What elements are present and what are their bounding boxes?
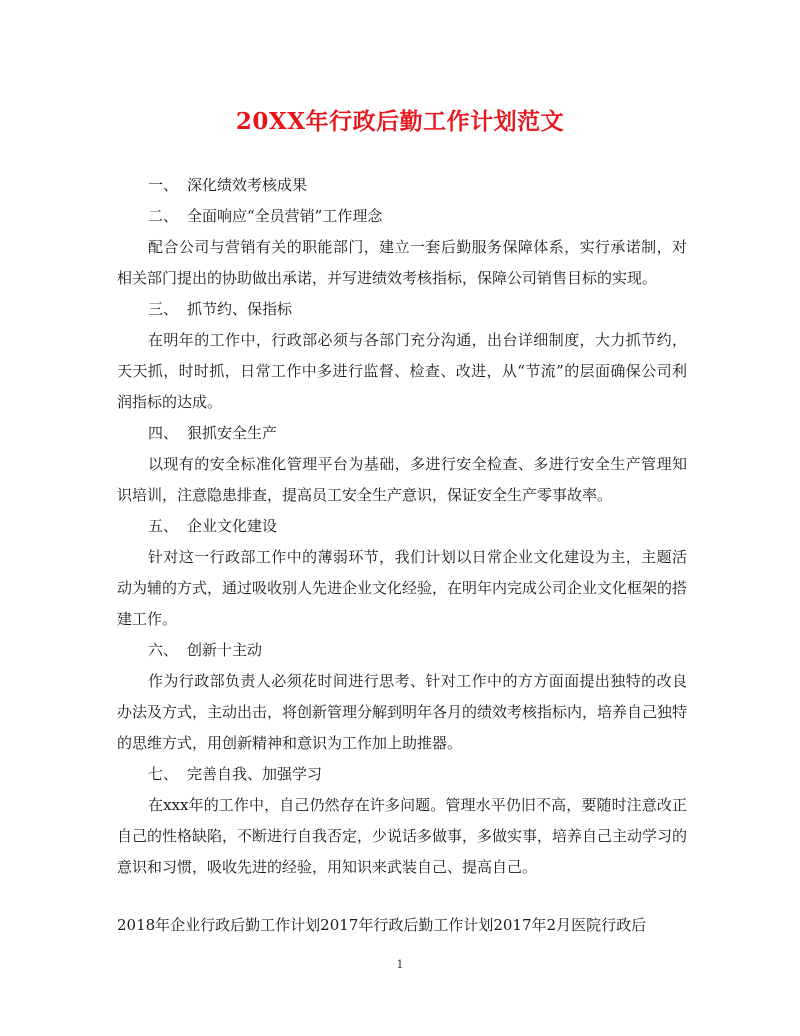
related-articles-line: 2018年企业行政后勤工作计划2017年行政后勤工作计划2017年2月医院行政后	[117, 916, 647, 934]
section-number: 六、	[148, 641, 179, 659]
section-number: 四、	[148, 424, 179, 442]
section-paragraph-7: 在xxx年的工作中，自己仍然存在许多问题。管理水平仍旧不高，要随时注意改正自己的性格缺陷，不断进行自我否定，少说话多做事，多做实事，培养自己主动学习的意识和习惯，吸收先进的经验，用知识来武装自己、提高自己。	[117, 796, 688, 876]
section-heading-4	[117, 418, 687, 449]
section-number: 三、	[148, 300, 179, 318]
section-heading-5	[117, 511, 687, 542]
section-paragraph-5: 针对这一行政部工作中的薄弱环节，我们计划以日常企业文化建设为主，主题活动为辅的方式，通过吸收别人先进企业文化经验，在明年内完成公司企业文化框架的搭建工作。	[117, 548, 688, 628]
section-paragraph-4: 以现有的安全标准化管理平台为基础，多进行安全检查、多进行安全生产管理知识培训，注意隐患排查，提高员工安全生产意识，保证安全生产零事故率。	[117, 455, 687, 504]
section-title: 狠抓安全生产	[187, 424, 278, 442]
section-heading-1	[117, 170, 687, 201]
section-title: 全面响应“全员营销”工作理念	[187, 207, 383, 225]
section-heading-3	[117, 294, 687, 325]
section-title: 完善自我、加强学习	[187, 765, 323, 783]
document-body	[117, 170, 687, 883]
section-heading-6	[117, 635, 687, 666]
section-number: 二、	[148, 207, 179, 225]
section-title: 企业文化建设	[187, 517, 278, 535]
section-number: 七、	[148, 765, 179, 783]
section-paragraph-2: 配合公司与营销有关的职能部门，建立一套后勤服务保障体系，实行承诺制，对相关部门提出的协助做出承诺，并写进绩效考核指标，保障公司销售目标的实现。	[117, 238, 687, 287]
section-number: 一、	[148, 176, 179, 194]
section-title: 抓节约、保指标	[187, 300, 293, 318]
section-paragraph-3: 在明年的工作中，行政部必须与各部门充分沟通，出台详细制度，大力抓节约，天天抓，时时抓，日常工作中多进行监督、检查、改进，从“节流”的层面确保公司利润指标的达成。	[117, 331, 687, 411]
section-title: 创新十主动	[187, 641, 263, 659]
section-heading-7	[117, 759, 687, 790]
section-number: 五、	[148, 517, 179, 535]
section-paragraph-6: 作为行政部负责人必须花时间进行思考、针对工作中的方方面面提出独特的改良办法及方式，主动出击，将创新管理分解到明年各月的绩效考核指标内，培养自己独特的思维方式，用创新精神和意识为工作加上助推器。	[117, 672, 688, 752]
section-title: 深化绩效考核成果	[187, 176, 308, 194]
section-heading-2	[117, 201, 687, 232]
document-title: 20XX年行政后勤工作计划范文	[235, 108, 565, 135]
page-number: 1	[396, 958, 404, 971]
